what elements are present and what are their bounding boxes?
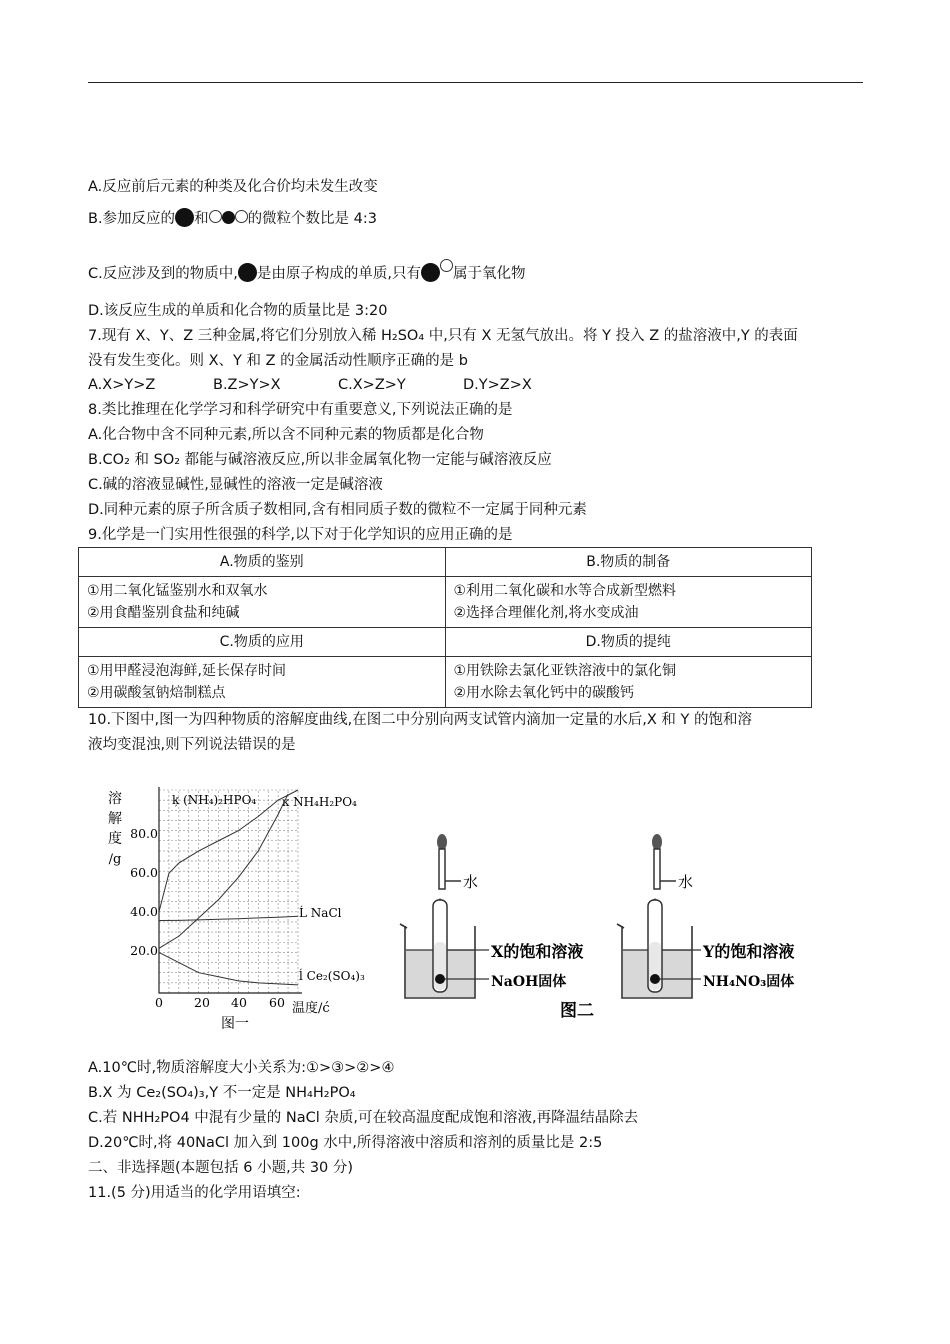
apparatus-figure	[395, 830, 825, 1029]
solid-pellet-icon	[650, 974, 660, 984]
q6-c-suffix: 属于氧化物	[452, 266, 526, 282]
q7-option-c: C.X>Z>Y	[338, 377, 406, 393]
q6-b-suffix: 的微粒个数比是 4:3	[247, 211, 378, 227]
q9-b-head: B.物质的制备	[445, 548, 812, 577]
right-apparatus	[617, 834, 794, 998]
q8-option-d: D.同种元素的原子所含质子数相同,含有相同质子数的微粒不一定属于同种元素	[88, 502, 587, 518]
left-apparatus	[400, 834, 583, 998]
q10-stem-line2: 液均变混浊,则下列说法错误的是	[88, 737, 296, 753]
ytick-40: 40.0	[130, 904, 158, 919]
q9-c-cell	[79, 657, 446, 708]
q10-option-c: C.若 NHH₂PO4 中混有少量的 NaCl 杂质,可在较高温度配成饱和溶液,再降温结晶除去	[88, 1110, 639, 1126]
ytick-60: 60.0	[130, 865, 158, 880]
ylabel-char-2: 解	[108, 811, 122, 827]
q6-c-prefix: C.反应涉及到的物质中,	[88, 266, 238, 282]
q9-d1: ①用铁除去氯化亚铁溶液中的氯化铜	[453, 663, 677, 679]
white-atom-icon	[209, 210, 222, 223]
right-solid-label: NH₄NO₃固体	[703, 974, 795, 990]
xtick-0: 0	[155, 995, 163, 1010]
q9-c1: ①用甲醛浸泡海鲜,延长保存时间	[87, 663, 287, 679]
black-atom-icon	[175, 208, 194, 227]
q9-a2: ②用食醋鉴别食盐和纯碱	[87, 605, 240, 621]
q7-stem-line1: 7.现有 X、Y、Z 三种金属,将它们分别放入稀 H₂SO₄ 中,只有 X 无氢气放出。将 Y 投入 Z 的盐溶液中,Y 的表面	[88, 328, 798, 344]
white-atom-icon	[235, 210, 248, 223]
ylabel-char-3: 度	[108, 831, 122, 847]
right-water-label: 水	[678, 873, 694, 891]
xtick-40: 40	[231, 995, 247, 1010]
black-atom-icon	[421, 263, 440, 282]
q10-option-b: B.X 为 Ce₂(SO₄)₃,Y 不一定是 NH₄H₂PO₄	[88, 1085, 356, 1101]
q9-a-head: A.物质的鉴别	[79, 548, 446, 577]
q9-c-head: C.物质的应用	[79, 628, 446, 657]
q9-table	[78, 547, 812, 708]
q10-option-a: A.10℃时,物质溶解度大小关系为:①>③>②>④	[88, 1060, 395, 1076]
right-solution-label: Y的饱和溶液	[703, 942, 795, 961]
black-atom-icon	[238, 263, 257, 282]
q7-options	[88, 375, 588, 395]
ytick-20: 20.0	[130, 943, 158, 958]
apparatus-svg	[395, 830, 825, 1025]
q9-c2: ②用碳酸氢钠焙制糕点	[87, 685, 226, 701]
q6-option-a: A.反应前后元素的种类及化合价均未发生改变	[88, 179, 378, 195]
dropper-bulb-icon	[437, 834, 447, 850]
left-solid-label: NaOH固体	[491, 974, 567, 990]
q8-option-c: C.碱的溶液显碱性,显碱性的溶液一定是碱溶液	[88, 477, 383, 493]
q9-d2: ②用水除去氧化钙中的碳酸钙	[453, 685, 635, 701]
fig1-caption: 图一	[221, 1016, 249, 1032]
solubility-chart	[100, 785, 370, 1039]
q10-option-d: D.20℃时,将 40NaCl 加入到 100g 水中,所得溶液中溶质和溶剂的质量比是 2:5	[88, 1135, 603, 1151]
ylabel-char-1: 溶	[108, 791, 122, 807]
q6-option-b	[88, 208, 377, 229]
q9-a-cell	[79, 577, 446, 628]
q7-option-a: A.X>Y>Z	[88, 377, 156, 393]
q9-stem: 9.化学是一门实用性很强的科学,以下对于化学知识的应用正确的是	[88, 527, 513, 543]
q8-option-b: B.CO₂ 和 SO₂ 都能与碱溶液反应,所以非金属氧化物一定能与碱溶液反应	[88, 452, 552, 468]
q9-b1: ①利用二氧化碳和水等合成新型燃料	[453, 583, 677, 599]
xtick-20: 20	[194, 995, 210, 1010]
ylabel-char-4: /g	[108, 852, 122, 867]
series-label-4: ĺ Ce₂(SO₄)₃	[299, 969, 365, 983]
series-label-3: Ĺ NaCl	[299, 906, 342, 920]
q9-b-cell	[445, 577, 812, 628]
q7-option-d: D.Y>Z>X	[463, 377, 532, 393]
chart-grid	[159, 787, 302, 993]
solubility-chart-svg	[100, 785, 370, 1035]
dropper-tube-icon	[439, 849, 445, 889]
q6-c-mid: 是由原子构成的单质,只有	[256, 266, 421, 282]
left-solution-label: X的饱和溶液	[491, 942, 584, 961]
left-water-label: 水	[463, 873, 479, 891]
q6-b-prefix: B.参加反应的	[88, 211, 176, 227]
series-label-2: ĸ NH₄H₂PO₄	[282, 795, 357, 809]
q8-stem: 8.类比推理在化学学习和科学研究中有重要意义,下列说法正确的是	[88, 402, 513, 418]
part-two-heading: 二、非选择题(本题包括 6 小题,共 30 分)	[88, 1160, 354, 1176]
q6-option-d: D.该反应生成的单质和化合物的质量比是 3:20	[88, 303, 388, 319]
q6-option-c	[88, 259, 525, 284]
q7-stem-line2: 没有发生变化。则 X、Y 和 Z 的金属活动性顺序正确的是 b	[88, 353, 468, 369]
q9-d-head: D.物质的提纯	[445, 628, 812, 657]
q11-stem: 11.(5 分)用适当的化学用语填空:	[88, 1185, 301, 1201]
solid-pellet-icon	[435, 974, 445, 984]
q9-d-cell	[445, 657, 812, 708]
x-axis-label: 温度/ć	[292, 1001, 330, 1016]
header-rule	[88, 82, 863, 83]
white-atom-icon	[440, 259, 453, 272]
fig2-caption: 图二	[560, 1001, 594, 1021]
q8-option-a: A.化合物中含不同种元素,所以含不同种元素的物质都是化合物	[88, 427, 484, 443]
q6-b-mid: 和	[194, 211, 209, 227]
q9-b2: ②选择合理催化剂,将水变成油	[453, 605, 639, 621]
xtick-60: 60	[269, 995, 285, 1010]
black-atom-icon	[222, 211, 235, 224]
chart-axes	[159, 787, 302, 993]
dropper-bulb-icon	[652, 834, 662, 850]
q10-stem-line1: 10.下图中,图一为四种物质的溶解度曲线,在图二中分别向两支试管内滴加一定量的水后,X 和 Y 的饱和溶	[88, 712, 753, 728]
dropper-tube-icon	[654, 849, 660, 889]
q7-option-b: B.Z>Y>X	[213, 377, 281, 393]
q9-a1: ①用二氧化锰鉴别水和双氧水	[87, 583, 268, 599]
series-label-1: ķ (NH₄)₂HPO₄	[172, 793, 257, 807]
ytick-80: 80.0	[130, 826, 158, 841]
